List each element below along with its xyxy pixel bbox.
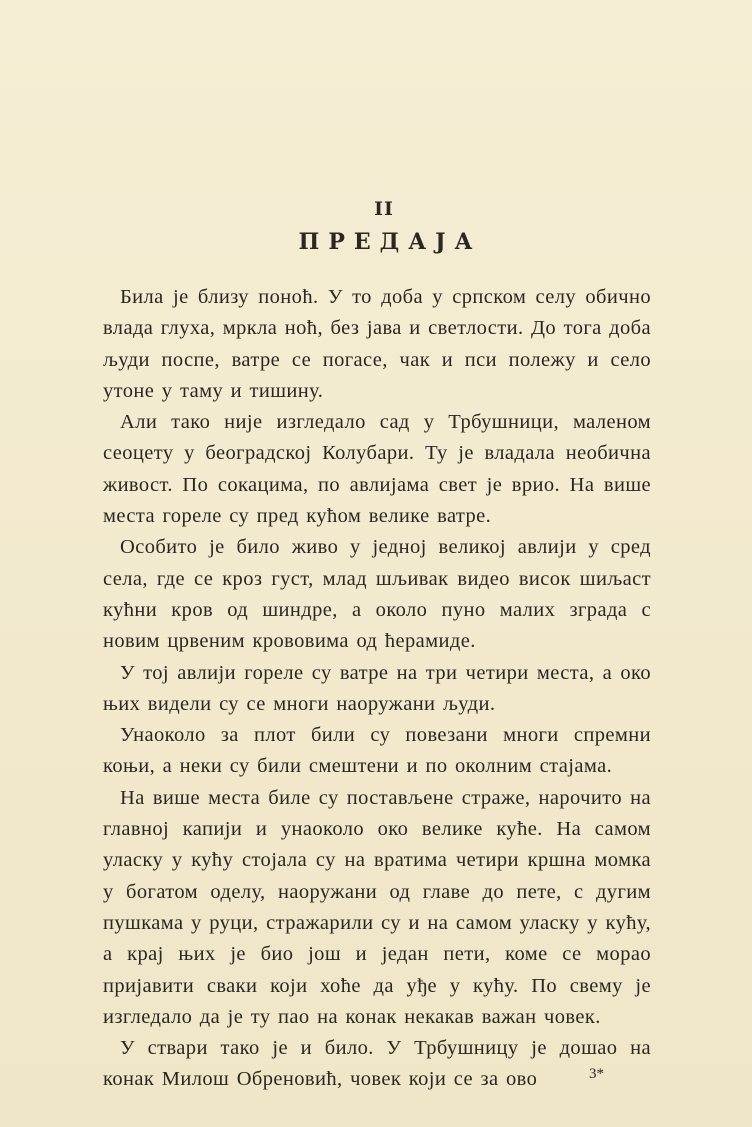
chapter-title: ПРЕДАЈА xyxy=(298,229,482,255)
paragraph: Али тако није изгледало сад у Трбушници, маленом сеоцету у београдској Колубари. Ту је владала необична живост. По сокацима, по авлијама свет је врио. На више места гореле су пред кућом велике ватре. xyxy=(103,411,651,528)
paragraph: Била је близу поноћ. У то доба у српском селу обично влада глуха, мркла ноћ, без јава и светлости. До тога доба људи поспе, ватре се погасе, чак и пси полежу и село утоне у таму и тишину. xyxy=(103,286,651,402)
paragraph: У ствари тако је и било. У Трбушницу је дошао на конак Милош Обреновић, човек који се за ово xyxy=(103,1037,651,1091)
page-number: 3* xyxy=(589,1066,604,1082)
paragraph: Особито је било живо у једној великој авлији у сред села, где се кроз густ, млад шљивак видео висок шиљаст кућни кров од шиндре, а около пуно малих зграда с новим црвеним крововима од ћерамиде. xyxy=(103,536,651,653)
chapter-number: II xyxy=(374,198,394,220)
paragraph: На више места биле су постављене страже, нарочито на главној капији и унаоколо око велике куће. На самом уласку у кућу стојала су на вратима четири кршна момка у богатом оделу, наоружани од главе до пете, с дугим пушкама у руци, стражарили су и на самом уласку у кућу, а крај њих је био још и један пети, коме се морао пријавити сваки који хоће да уђе у кућу. По свему је изгледало да је ту пао на конак некакав важан човек. xyxy=(103,786,651,1028)
body-text xyxy=(103,282,651,1096)
paragraph: У тој авлији гореле су ватре на три четири места, а око њих видели су се многи наоружани људи. xyxy=(103,661,651,715)
paragraph: Унаоколо за плот били су повезани многи спремни коњи, а неки су били смештени и по околним стајама. xyxy=(103,724,651,778)
